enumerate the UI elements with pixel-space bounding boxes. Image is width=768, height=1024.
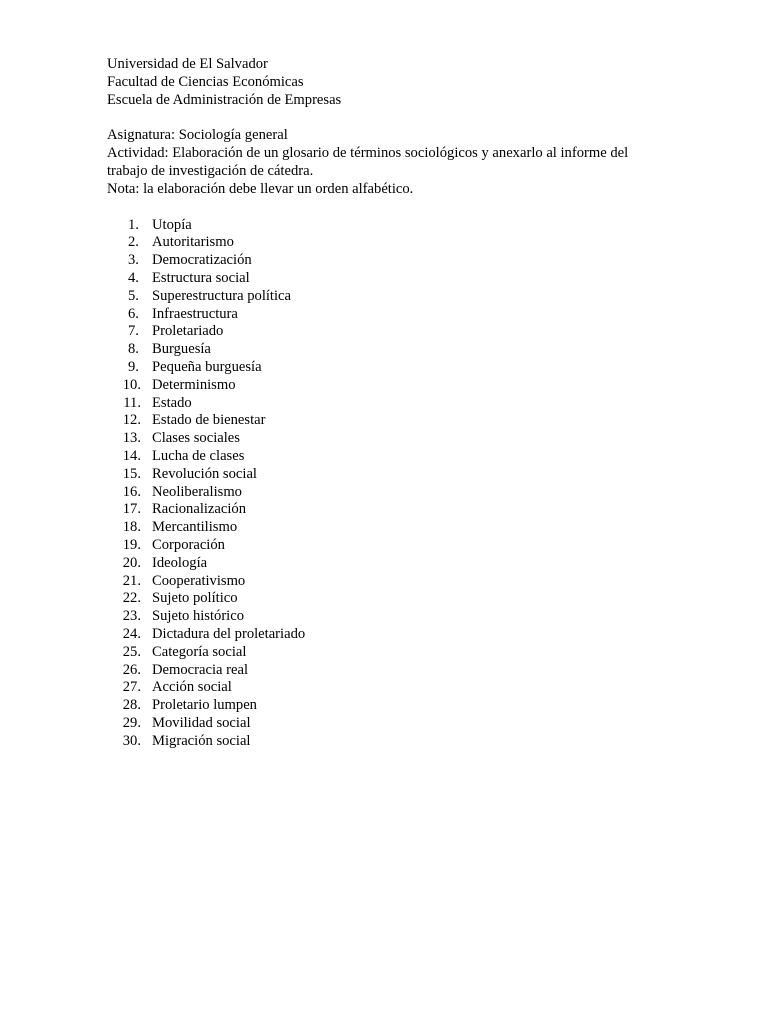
list-item-number: 1. xyxy=(128,216,139,233)
list-item-number: 8. xyxy=(128,341,139,358)
list-item-number: 25. xyxy=(122,643,141,660)
list-item-label: Racionalización xyxy=(152,501,247,518)
list-item xyxy=(107,448,667,466)
list-item xyxy=(107,501,667,519)
list-item-number: 12. xyxy=(122,412,141,429)
list-item-number: 6. xyxy=(128,305,139,322)
list-item xyxy=(107,288,667,306)
list-item-number: 13. xyxy=(122,430,141,447)
list-item xyxy=(107,697,667,715)
list-item-label: Corporación xyxy=(152,536,225,553)
list-item-number: 10. xyxy=(122,376,141,393)
list-item-number: 30. xyxy=(122,732,141,749)
list-item xyxy=(107,306,667,324)
list-item-label: Clases sociales xyxy=(152,430,240,447)
list-item-number: 24. xyxy=(122,625,141,642)
list-item-number: 21. xyxy=(122,572,141,589)
list-item-number: 28. xyxy=(122,697,141,714)
list-item xyxy=(107,359,667,377)
list-item-label: Revolución social xyxy=(152,465,257,482)
list-item-label: Utopía xyxy=(152,216,192,233)
list-item-number: 2. xyxy=(128,234,139,251)
list-item-label: Democratización xyxy=(152,252,252,269)
list-item-number: 9. xyxy=(128,358,139,375)
list-item-label: Sujeto político xyxy=(152,590,238,607)
list-item xyxy=(107,733,667,751)
list-item-label: Democracia real xyxy=(152,661,249,678)
list-item-label: Movilidad social xyxy=(152,714,251,731)
list-item-label: Determinismo xyxy=(152,376,236,393)
glossary-terms-list xyxy=(107,217,667,751)
list-item-label: Categoría social xyxy=(152,643,247,660)
list-item-label: Sujeto histórico xyxy=(152,608,245,625)
list-item-number: 23. xyxy=(122,608,141,625)
list-item xyxy=(107,341,667,359)
faculty-name: Facultad de Ciencias Económicas xyxy=(107,73,304,90)
list-item-number: 20. xyxy=(122,554,141,571)
list-item-label: Estado de bienestar xyxy=(152,412,266,429)
list-item-number: 15. xyxy=(122,465,141,482)
list-item-number: 17. xyxy=(122,501,141,518)
list-item xyxy=(107,395,667,413)
list-item-number: 29. xyxy=(122,714,141,731)
list-item-label: Cooperativismo xyxy=(152,572,246,589)
list-item xyxy=(107,608,667,626)
list-item xyxy=(107,626,667,644)
list-item xyxy=(107,466,667,484)
list-item-number: 16. xyxy=(122,483,141,500)
list-item-label: Estructura social xyxy=(152,269,250,286)
list-item-label: Superestructura política xyxy=(152,287,291,304)
list-item-label: Dictadura del proletariado xyxy=(152,625,306,642)
spacer xyxy=(107,199,667,217)
list-item xyxy=(107,484,667,502)
school-name: Escuela de Administración de Empresas xyxy=(107,91,342,108)
list-item-label: Proletario lumpen xyxy=(152,697,257,714)
activity-line: Actividad: Elaboración de un glosario de términos sociológicos y anexarlo al informe del trabajo de investigación de cátedra. xyxy=(107,145,629,179)
list-item-label: Lucha de clases xyxy=(152,447,245,464)
list-item xyxy=(107,234,667,252)
list-item xyxy=(107,590,667,608)
list-item xyxy=(107,573,667,591)
subject-line: Asignatura: Sociología general xyxy=(107,127,288,144)
list-item xyxy=(107,323,667,341)
list-item-number: 26. xyxy=(122,661,141,678)
list-item-number: 14. xyxy=(122,447,141,464)
document-page xyxy=(107,56,667,750)
list-item-label: Migración social xyxy=(152,732,251,749)
list-item xyxy=(107,217,667,235)
list-item xyxy=(107,555,667,573)
list-item-number: 7. xyxy=(128,323,139,340)
list-item-number: 22. xyxy=(122,590,141,607)
list-item xyxy=(107,662,667,680)
list-item xyxy=(107,715,667,733)
list-item xyxy=(107,519,667,537)
note-line: Nota: la elaboración debe llevar un orden alfabético. xyxy=(107,180,414,197)
list-item-label: Ideología xyxy=(152,554,208,571)
list-item-label: Mercantilismo xyxy=(152,519,238,536)
list-item-label: Pequeña burguesía xyxy=(152,358,262,375)
list-item-label: Infraestructura xyxy=(152,305,238,322)
list-item-number: 27. xyxy=(122,679,141,696)
list-item xyxy=(107,430,667,448)
list-item-number: 11. xyxy=(123,394,141,411)
list-item xyxy=(107,270,667,288)
list-item xyxy=(107,644,667,662)
list-item-label: Neoliberalismo xyxy=(152,483,242,500)
list-item xyxy=(107,377,667,395)
spacer xyxy=(107,109,667,127)
list-item-number: 18. xyxy=(122,519,141,536)
list-item xyxy=(107,252,667,270)
list-item-label: Estado xyxy=(152,394,192,411)
list-item-label: Proletariado xyxy=(152,323,224,340)
list-item-number: 5. xyxy=(128,287,139,304)
list-item-label: Acción social xyxy=(152,679,232,696)
list-item-label: Burguesía xyxy=(152,341,211,358)
list-item-label: Autoritarismo xyxy=(152,234,234,251)
list-item-number: 4. xyxy=(128,269,139,286)
list-item xyxy=(107,679,667,697)
university-name: Universidad de El Salvador xyxy=(107,56,268,72)
list-item-number: 3. xyxy=(128,252,139,269)
list-item xyxy=(107,537,667,555)
list-item-number: 19. xyxy=(122,536,141,553)
list-item xyxy=(107,412,667,430)
